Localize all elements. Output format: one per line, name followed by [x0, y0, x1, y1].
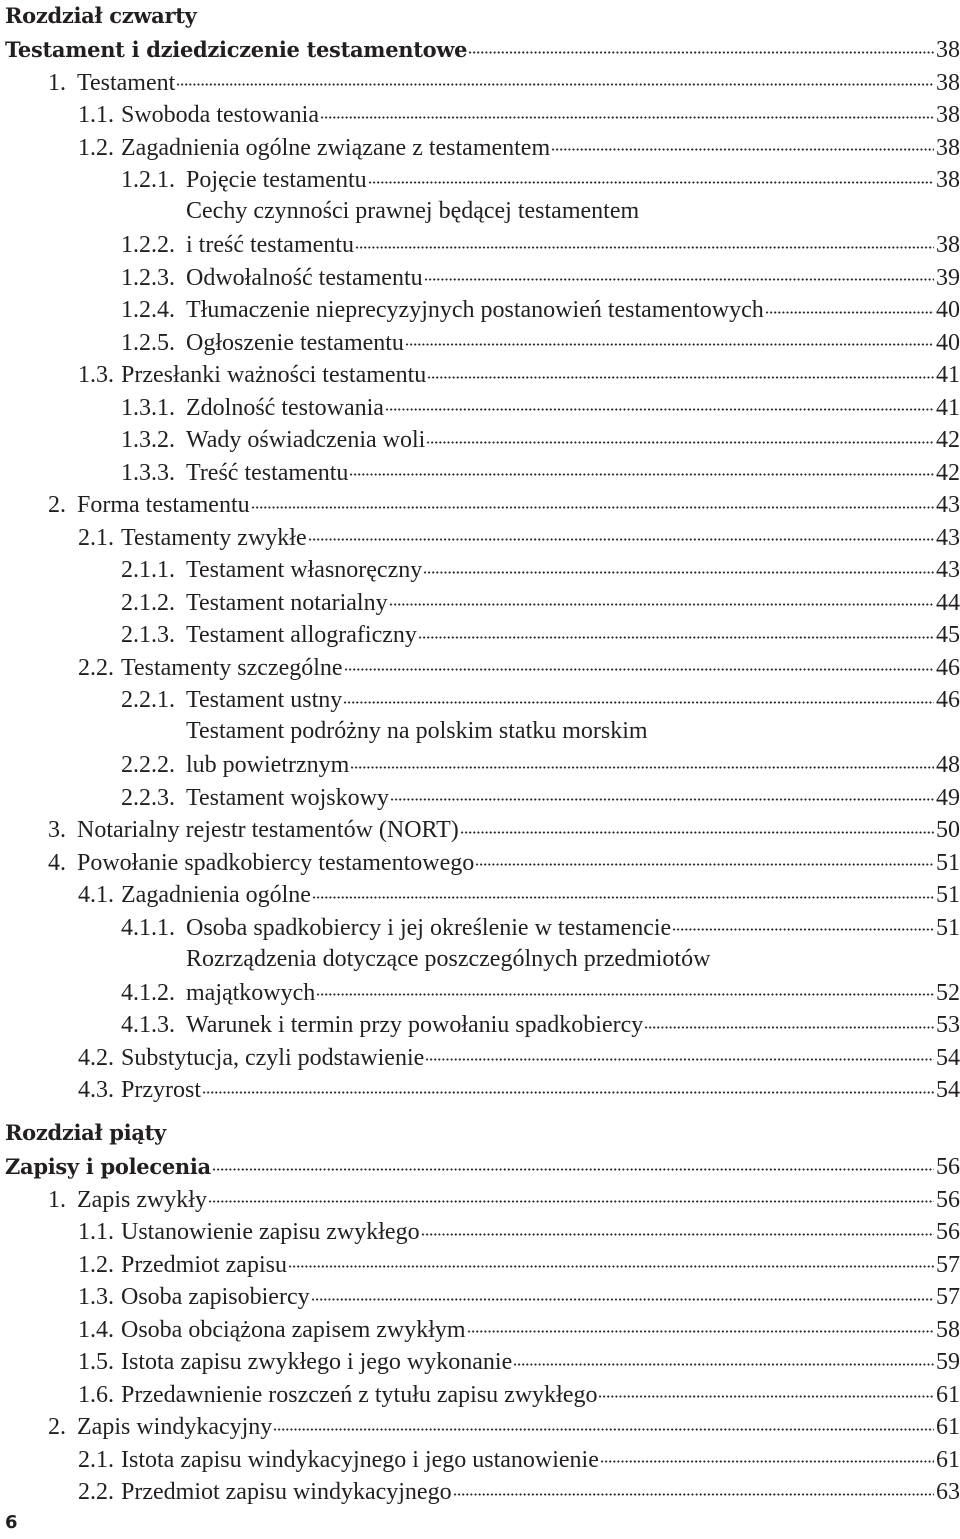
toc-row: [121, 976, 960, 1008]
section-title: Rozrządzenia dotyczące poszczególnych przedmiotów: [186, 945, 711, 972]
dot-leader: [513, 1345, 934, 1369]
toc-entry: [5, 845, 960, 878]
dot-leader: [453, 1475, 934, 1499]
section-title: Warunek i termin przy powołaniu spadkobiercy: [186, 1012, 644, 1038]
toc-row: [78, 1248, 960, 1280]
page-ref: 56: [936, 1219, 960, 1245]
dot-leader: [460, 813, 934, 837]
toc-row: [78, 878, 960, 910]
page-ref: 51: [936, 914, 960, 941]
section-title: Zdolność testowania: [186, 394, 384, 421]
dot-leader: [426, 423, 934, 447]
dot-leader: [350, 748, 934, 772]
section-number: 1.3.2.: [121, 427, 175, 453]
toc-entry: [5, 260, 960, 293]
toc-row: [121, 748, 960, 780]
toc-row: [78, 521, 960, 553]
section-title: Notarialny rejestr testamentów (NORT): [77, 817, 459, 843]
dot-leader: [475, 846, 934, 870]
dot-leader: [405, 326, 934, 350]
page-ref: 43: [936, 492, 960, 518]
section-title: Cechy czynności prawnej będącej testamentem: [186, 198, 640, 224]
dot-leader: [427, 358, 934, 382]
toc-row: [48, 813, 960, 845]
toc-entry: [5, 1280, 960, 1313]
toc-entry: [5, 455, 960, 488]
toc-entry: [5, 878, 960, 911]
page-ref: 51: [936, 849, 960, 876]
section-number: 4.1.1.: [121, 914, 175, 941]
toc-entry: [5, 520, 960, 553]
dot-leader: [467, 1313, 934, 1337]
section-title: Testament podróżny na polskim statku morskim: [186, 718, 648, 744]
toc-row: [121, 1008, 960, 1040]
toc-entry: [5, 1040, 960, 1073]
section-title-continued: majątkowych: [186, 979, 316, 1006]
toc-row: [121, 781, 960, 813]
toc-entry: [5, 65, 960, 98]
toc-row: [121, 586, 960, 618]
toc-row: [78, 1443, 960, 1475]
toc-entry: [5, 130, 960, 163]
section-number: 1.2.5.: [121, 329, 175, 356]
dot-leader: [316, 976, 934, 1000]
dot-leader: [385, 391, 934, 415]
section-number: 1.2.: [78, 134, 114, 161]
section-number: 2.1.: [78, 1446, 114, 1473]
section-number: 1.3.3.: [121, 459, 175, 486]
dot-leader: [349, 456, 934, 480]
toc-entry: [5, 1008, 960, 1041]
page-ref: 57: [936, 1284, 960, 1310]
toc-row: [78, 1041, 960, 1073]
dot-leader: [355, 228, 934, 252]
toc-entry: [5, 423, 960, 456]
section-number: 1.2.1.: [121, 167, 175, 193]
toc-entry: [5, 910, 960, 943]
chapter-label: Rozdział piąty: [5, 1120, 166, 1145]
dot-leader: [423, 553, 934, 577]
section-number: 2.: [48, 1414, 66, 1440]
dot-leader: [389, 586, 934, 610]
toc-row: [121, 553, 960, 585]
toc-row: [121, 326, 960, 358]
page-ref: 38: [936, 167, 960, 193]
section-title: Istota zapisu zwykłego i jego wykonanie: [121, 1349, 513, 1375]
toc-entry: [5, 618, 960, 651]
toc-entry: [5, 943, 960, 1008]
section-number: 1.2.4.: [121, 297, 175, 323]
dot-leader: [344, 651, 934, 675]
section-number: 1.: [48, 69, 66, 96]
section-title: Tłumaczenie nieprecyzyjnych postanowień testamentowych: [186, 297, 764, 323]
toc-row: [121, 423, 960, 455]
page-ref: 61: [936, 1446, 960, 1473]
page-ref: 61: [936, 1381, 960, 1408]
toc-entry: [5, 1345, 960, 1378]
section-number: 3.: [48, 817, 66, 843]
toc-entry: [5, 585, 960, 618]
section-number: 2.1.1.: [121, 557, 175, 583]
section-title: Istota zapisu windykacyjnego i jego ustanowienie: [121, 1446, 599, 1473]
dot-leader: [418, 618, 934, 642]
section-title: Testament wojskowy: [186, 784, 389, 811]
dot-leader: [312, 878, 934, 902]
section-number: 2.: [48, 492, 66, 518]
toc-entry: [5, 650, 960, 683]
section-title: Treść testamentu: [186, 459, 349, 486]
section-number: 4.2.: [78, 1044, 114, 1071]
section-title: Testament notarialny: [186, 589, 388, 616]
section-title: Zapis windykacyjny: [77, 1414, 273, 1440]
chapter-heading: [5, 1117, 960, 1150]
dot-leader: [600, 1443, 934, 1467]
page-ref: 40: [936, 297, 960, 323]
dot-leader: [320, 98, 934, 122]
toc-entry: [5, 683, 960, 716]
dot-leader: [311, 1280, 934, 1304]
section-title: Pojęcie testamentu: [186, 167, 367, 193]
chapter-heading: [5, 0, 960, 33]
toc-entry: [5, 358, 960, 391]
section-number: 1.2.: [78, 1251, 114, 1278]
section-title: Zagadnienia ogólne: [121, 882, 311, 908]
section-number: 1.3.: [78, 1284, 114, 1310]
page-ref: 58: [936, 1316, 960, 1343]
toc-entry: [5, 98, 960, 131]
section-number: 4.1.: [78, 882, 114, 908]
toc-row: [78, 1280, 960, 1312]
page-ref: 56: [936, 1186, 960, 1213]
page-ref: 38: [936, 69, 960, 96]
dot-leader: [251, 488, 934, 512]
dot-leader: [425, 1041, 934, 1065]
toc-row: [78, 651, 960, 683]
toc-row: [78, 98, 960, 130]
toc-entry: [5, 163, 960, 196]
chapter-label: Rozdział czwarty: [5, 3, 197, 28]
dot-leader: [390, 781, 934, 805]
section-number: 1.5.: [78, 1349, 114, 1375]
toc-entry: [5, 195, 960, 260]
dot-leader: [765, 293, 934, 317]
section-number: 1.1.: [78, 102, 114, 128]
section-title: Zapis zwykły: [77, 1186, 207, 1213]
section-number: 2.1.2.: [121, 589, 175, 616]
dot-leader: [208, 1183, 934, 1207]
section-title: Zagadnienia ogólne związane z testamentem: [121, 134, 551, 161]
section-title: Osoba obciążona zapisem zwykłym: [121, 1316, 466, 1343]
toc-row: [48, 66, 960, 98]
dot-leader: [644, 1008, 934, 1032]
section-number: 1.6.: [78, 1381, 114, 1408]
toc-row: [78, 1475, 960, 1507]
section-title: Testament ustny: [186, 687, 343, 713]
dot-leader: [176, 66, 934, 90]
section-title: Przedmiot zapisu windykacyjnego: [121, 1479, 452, 1505]
page-ref: 42: [936, 459, 960, 486]
chapter-title: Testament i dziedziczenie testamentowe: [5, 37, 468, 62]
dot-leader: [598, 1378, 934, 1402]
section-title: Przedawnienie roszczeń z tytułu zapisu zwykłego: [121, 1381, 598, 1408]
section-title: Testament własnoręczny: [186, 557, 423, 583]
page-ref: 59: [936, 1349, 960, 1375]
toc-row: [121, 293, 960, 325]
toc-row: [121, 456, 960, 488]
page-ref: 57: [936, 1251, 960, 1278]
section-number: 1.: [48, 1186, 66, 1213]
dot-leader: [212, 1150, 934, 1174]
page-ref: 48: [936, 752, 960, 778]
section-number: 1.2.2.: [121, 232, 175, 258]
toc-entry: [5, 390, 960, 423]
page-ref: 38: [936, 37, 960, 63]
page-ref: 41: [936, 362, 960, 388]
toc-row: [48, 1410, 960, 1442]
section-title: Forma testamentu: [77, 492, 250, 518]
section-number: 1.4.: [78, 1316, 114, 1343]
section-title: Ogłoszenie testamentu: [186, 329, 404, 356]
toc-entry: [5, 715, 960, 780]
section-number: 2.2.1.: [121, 687, 175, 713]
toc-row: [121, 163, 960, 195]
dot-leader: [368, 163, 934, 187]
section-title: Wady oświadczenia woli: [186, 427, 426, 453]
dot-leader: [308, 521, 934, 545]
toc-row: [5, 1150, 960, 1182]
dot-leader: [343, 683, 934, 707]
dot-leader: [468, 33, 934, 57]
toc-row: [78, 131, 960, 163]
section-number: 2.2.2.: [121, 752, 175, 778]
section-title: Przyrost: [121, 1077, 201, 1103]
page-ref: 50: [936, 817, 960, 843]
page-ref: 49: [936, 784, 960, 811]
page-ref: 44: [936, 589, 960, 616]
page-ref: 54: [936, 1044, 960, 1071]
page-ref: 39: [936, 264, 960, 291]
page-ref: 38: [936, 134, 960, 161]
page-ref: 45: [936, 622, 960, 648]
toc-row: [121, 911, 960, 943]
section-number: 2.1.3.: [121, 622, 175, 648]
section-title: Powołanie spadkobiercy testamentowego: [77, 849, 475, 876]
toc-entry: [5, 1410, 960, 1443]
chapter-title-entry: [5, 33, 960, 66]
section-title: Testament: [77, 69, 176, 96]
section-title-continued: i treść testamentu: [186, 232, 354, 258]
toc-entry: [5, 780, 960, 813]
page-ref: 53: [936, 1012, 960, 1038]
toc-row: [121, 391, 960, 423]
toc-row: [121, 683, 960, 715]
section-title: Odwołalność testamentu: [186, 264, 423, 291]
toc-entry: [5, 1182, 960, 1215]
toc-entry: [5, 1442, 960, 1475]
section-title: Testamenty zwykłe: [121, 524, 307, 551]
toc-row: [78, 1345, 960, 1377]
toc-row: [78, 358, 960, 390]
toc-row: [5, 33, 960, 65]
chapter-title: Zapisy i polecenia: [5, 1154, 211, 1179]
dot-leader: [672, 911, 934, 935]
toc-entry: [5, 1247, 960, 1280]
section-number: 1.3.: [78, 362, 114, 388]
page-ref: 43: [936, 524, 960, 551]
toc-entry: [5, 1215, 960, 1248]
section-number: 2.2.3.: [121, 784, 175, 811]
section-title: Substytucja, czyli podstawienie: [121, 1044, 425, 1071]
page-ref: 46: [936, 654, 960, 681]
toc-row: [78, 1313, 960, 1345]
section-number: 2.2.: [78, 1479, 114, 1505]
dot-leader: [421, 1215, 934, 1239]
section-title: Osoba spadkobiercy i jej określenie w testamencie: [186, 914, 672, 941]
page-ref: 61: [936, 1414, 960, 1440]
page-ref: 51: [936, 882, 960, 908]
table-of-contents: [5, 0, 960, 1507]
section-number: 4.1.2.: [121, 979, 175, 1006]
section-number: 4.3.: [78, 1077, 114, 1103]
section-title: Przesłanki ważności testamentu: [121, 362, 427, 388]
toc-entry: [5, 1377, 960, 1410]
page-ref: 38: [936, 102, 960, 128]
toc-entry: [5, 1312, 960, 1345]
toc-entry: [5, 488, 960, 521]
toc-entry: [5, 1073, 960, 1106]
toc-entry: [5, 293, 960, 326]
page-ref: 41: [936, 394, 960, 421]
toc-row: [78, 1378, 960, 1410]
page-ref: 46: [936, 687, 960, 713]
section-title-continued: lub powietrznym: [186, 752, 350, 778]
toc-entry: [5, 325, 960, 358]
section-title: Testamenty szczególne: [121, 654, 343, 681]
toc-row: [48, 846, 960, 878]
toc-row: [121, 228, 960, 260]
toc-row: [48, 488, 960, 520]
toc-row: [78, 1073, 960, 1105]
section-title: Przedmiot zapisu: [121, 1251, 287, 1278]
section-title: Ustanowienie zapisu zwykłego: [121, 1219, 420, 1245]
page-ref: 38: [936, 232, 960, 258]
section-number: 4.1.3.: [121, 1012, 175, 1038]
toc-entry: [5, 1475, 960, 1508]
section-number: 2.2.: [78, 654, 114, 681]
page-ref: 40: [936, 329, 960, 356]
dot-leader: [202, 1073, 934, 1097]
page-ref: 42: [936, 427, 960, 453]
toc-row: [48, 1183, 960, 1215]
page-ref: 54: [936, 1077, 960, 1103]
page-ref: 56: [936, 1154, 960, 1180]
section-title: Swoboda testowania: [121, 102, 319, 128]
section-number: 4.: [48, 849, 66, 876]
toc-row: [78, 1215, 960, 1247]
section-number: 1.1.: [78, 1219, 114, 1245]
section-number: 1.2.3.: [121, 264, 175, 291]
chapter-title-entry: [5, 1150, 960, 1183]
toc-entry: [5, 813, 960, 846]
section-title: Testament allograficzny: [186, 622, 417, 648]
toc-entry: [5, 553, 960, 586]
toc-row: [121, 618, 960, 650]
dot-leader: [288, 1248, 934, 1272]
section-number: 2.1.: [78, 524, 114, 551]
page-ref: 43: [936, 557, 960, 583]
toc-row: [121, 261, 960, 293]
page-ref: 63: [936, 1479, 960, 1505]
dot-leader: [273, 1410, 934, 1434]
page-number: 6: [5, 1512, 18, 1533]
page-ref: 52: [936, 979, 960, 1006]
section-title: Osoba zapisobiercy: [121, 1284, 310, 1310]
dot-leader: [551, 131, 934, 155]
dot-leader: [424, 261, 934, 285]
section-number: 1.3.1.: [121, 394, 175, 421]
